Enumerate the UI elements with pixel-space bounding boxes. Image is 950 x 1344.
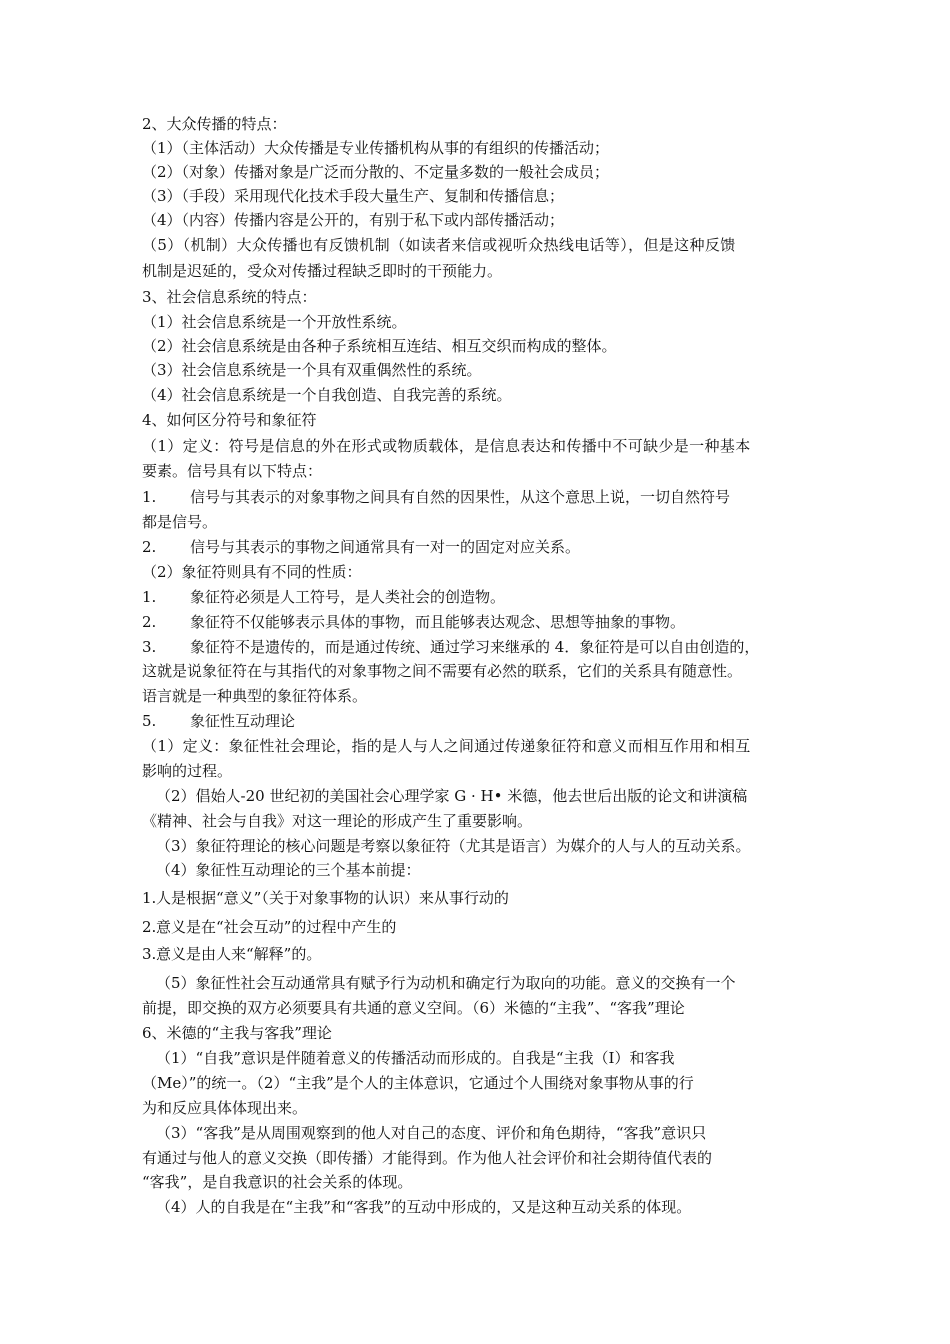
list-item: （3）社会信息系统是一个具有双重偶然性的系统。 [142, 361, 482, 379]
list-item: （2）社会信息系统是由各种子系统相互连结、相互交织而构成的整体。 [142, 337, 617, 355]
list-item: （1）定义：象征性社会理论，指的是人与人之间通过传递象征符和意义而相互作用和相互 [142, 737, 751, 755]
list-item: （4）（内容）传播内容是公开的，有别于私下或内部传播活动； [142, 211, 565, 229]
paragraph-line: 为和反应具体体现出来。 [142, 1099, 308, 1117]
item-text: 意义是在“社会互动”的过程中产生的 [156, 918, 397, 936]
item-number: 1. [142, 588, 157, 606]
list-item: （2）（对象）传播对象是广泛而分散的、不定量多数的一般社会成员； [142, 163, 610, 181]
list-item: （5）（机制）大众传播也有反馈机制（如读者来信或视听众热线电话等），但是这种反馈 [142, 236, 736, 254]
list-item: （4）社会信息系统是一个自我创造、自我完善的系统。 [142, 386, 512, 404]
numbered-item [142, 917, 396, 937]
item-text: 象征符不仅能够表示具体的事物，而且能够表达观念、思想等抽象的事物。 [190, 613, 686, 631]
paragraph-line: 前提，即交换的双方必须要具有共通的意义空间。（6）米德的“主我”、“客我”理论 [142, 999, 685, 1017]
paragraph-line: 要素。信号具有以下特点： [142, 462, 323, 480]
item-text: 人是根据“意义”（关于对象事物的认识）来从事行动的 [156, 889, 509, 907]
list-item: （3）“客我”是从周围观察到的他人对自己的态度、评价和角色期待，“客我”意识只 [156, 1124, 707, 1142]
paragraph-line: 这就是说象征符在与其指代的对象事物之间不需要有必然的联系，它们的关系具有随意性。 [142, 662, 743, 680]
section-heading [142, 711, 295, 731]
paragraph-line: 语言就是一种典型的象征符体系。 [142, 687, 368, 705]
item-text: 象征符必须是人工符号，是人类社会的创造物。 [190, 588, 506, 606]
paragraph-line: 机制是迟延的，受众对传播过程缺乏即时的干预能力。 [142, 262, 503, 280]
item-number: 3. [142, 945, 157, 963]
section-heading: 3、社会信息系统的特点： [142, 288, 317, 306]
item-text: 信号与其表示的对象事物之间具有自然的因果性，从这个意思上说，一切自然符号 [190, 488, 731, 506]
numbered-item [142, 637, 759, 657]
item-number: 5. [142, 712, 157, 730]
list-item: （2）象征符则具有不同的性质： [142, 563, 362, 581]
section-heading: 6、米德的“主我与客我”理论 [142, 1024, 332, 1042]
list-item: （1）定义：符号是信息的外在形式或物质载体，是信息表达和传播中不可缺少是一种基本 [142, 437, 751, 455]
numbered-item [142, 587, 505, 607]
numbered-item [142, 537, 580, 557]
numbered-item [142, 612, 685, 632]
paragraph-line: 《精神、社会与自我》对这一理论的形成产生了重要影响。 [142, 812, 533, 830]
list-item: （3）象征符理论的核心问题是考察以象征符（尤其是语言）为媒介的人与人的互动关系。 [156, 837, 751, 855]
numbered-item [142, 944, 321, 964]
section-heading: 4、如何区分符号和象征符 [142, 411, 317, 429]
item-number: 2. [142, 613, 157, 631]
item-number: 3. [142, 638, 157, 656]
item-text: 信号与其表示的事物之间通常具有一对一的固定对应关系。 [190, 538, 581, 556]
paragraph-line: “客我”，是自我意识的社会关系的体现。 [142, 1173, 413, 1191]
paragraph-line: 有通过与他人的意义交换（即传播）才能得到。作为他人社会评价和社会期待值代表的 [142, 1149, 713, 1167]
numbered-item [142, 487, 730, 507]
item-text: 象征符不是遗传的，而是通过传统、通过学习来继承的 4．象征符是可以自由创造的， [190, 638, 760, 656]
list-item: （1）“自我”意识是伴随着意义的传播活动而形成的。自我是“主我（I）和客我 [156, 1049, 675, 1067]
item-number: 1. [142, 488, 157, 506]
paragraph-line: （Me）”的统一。（2）“主我”是个人的主体意识，它通过个人围绕对象事物从事的行 [142, 1074, 694, 1092]
list-item: （4）象征性互动理论的三个基本前提： [156, 861, 421, 879]
list-item: （2）倡始人-20 世纪初的美国社会心理学家 G · H• 米德，他去世后出版的论文和讲演稿 [156, 787, 748, 805]
list-item: （4）人的自我是在“主我”和“客我”的互动中形成的，又是这种互动关系的体现。 [156, 1198, 692, 1216]
numbered-item [142, 888, 509, 908]
list-item: （1）社会信息系统是一个开放性系统。 [142, 313, 407, 331]
item-number: 2. [142, 538, 157, 556]
section-heading: 2、大众传播的特点： [142, 115, 287, 133]
list-item: （5）象征性社会互动通常具有赋予行为动机和确定行为取向的功能。意义的交换有一个 [156, 974, 736, 992]
item-number: 2. [142, 918, 157, 936]
list-item: （1）（主体活动）大众传播是专业传播机构从事的有组织的传播活动； [142, 139, 610, 157]
item-text: 象征性互动理论 [190, 712, 296, 730]
list-item: （3）（手段）采用现代化技术手段大量生产、复制和传播信息； [142, 187, 565, 205]
item-text: 意义是由人来“解释”的。 [156, 945, 322, 963]
paragraph-line: 都是信号。 [142, 513, 218, 531]
paragraph-line: 影响的过程。 [142, 762, 233, 780]
item-number: 1. [142, 889, 157, 907]
